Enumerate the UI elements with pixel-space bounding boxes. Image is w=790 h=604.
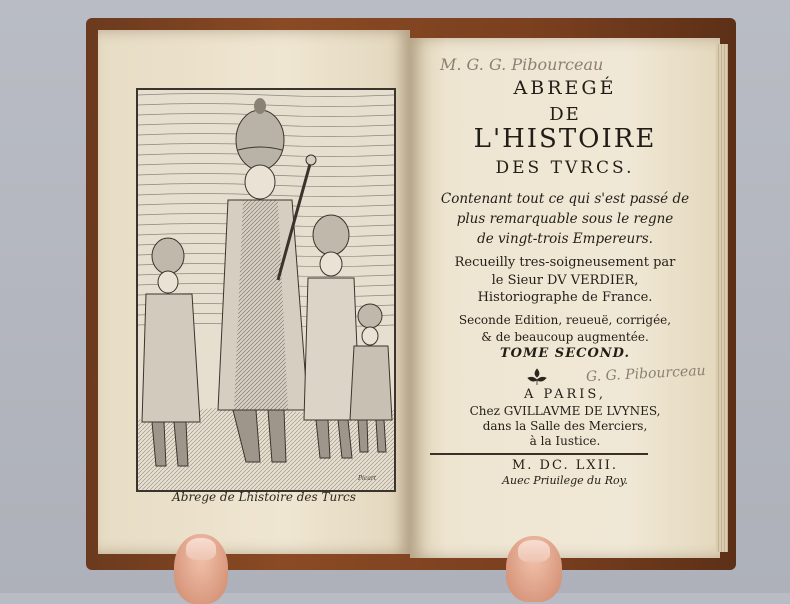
imprint-line-2: dans la Salle des Merciers, <box>482 419 648 433</box>
title-line-de: DE <box>549 104 581 125</box>
subtitle-line-1: Contenant tout ce qui s'est passé de <box>440 191 690 207</box>
imprint-city: A PARIS, <box>524 387 606 402</box>
plate-caption: Abrege de Lhistoire des Turcs <box>172 490 356 504</box>
edition-line-2: & de beaucoup augmentée. <box>481 330 649 344</box>
subtitle-line-2: plus remarquable sous le regne <box>456 211 674 227</box>
ownership-inscription-top: M. G. G. Pibourceau <box>440 55 604 74</box>
author-line-2: le Sieur DV VERDIER, <box>491 273 639 288</box>
imprint-rule <box>430 453 648 455</box>
author-line-3: Historiographe de France. <box>477 290 653 305</box>
engraver-signature: Picart <box>358 475 377 482</box>
title-line-histoire: L'HISTOIRE <box>473 124 657 154</box>
fleuron-ornament-icon <box>526 368 548 386</box>
author-line-1: Recueilly tres-soigneusement par <box>454 255 676 270</box>
title-line-turcs: DES TVRCS. <box>495 158 635 178</box>
engraved-frontispiece <box>136 88 396 492</box>
right-thumbnail <box>518 540 550 562</box>
volume-label: TOME SECOND. <box>499 346 630 361</box>
privilege-line: Auec Priuilege du Roy. <box>502 474 628 487</box>
imprint-line-3: à la Iustice. <box>529 434 601 448</box>
publication-year: M. DC. LXII. <box>511 458 619 473</box>
engraving-illustration <box>138 90 394 490</box>
subtitle-line-3: de vingt-trois Empereurs. <box>477 231 653 247</box>
ownership-inscription-middle: G. G. Pibourceau <box>585 362 706 386</box>
edition-line-1: Seconde Edition, reueuë, corrigée, <box>458 313 672 327</box>
left-thumbnail <box>186 538 216 560</box>
imprint-line-1: Chez GVILLAVME DE LVYNES, <box>469 404 661 418</box>
title-line-abrege: ABREGÉ <box>513 77 617 99</box>
